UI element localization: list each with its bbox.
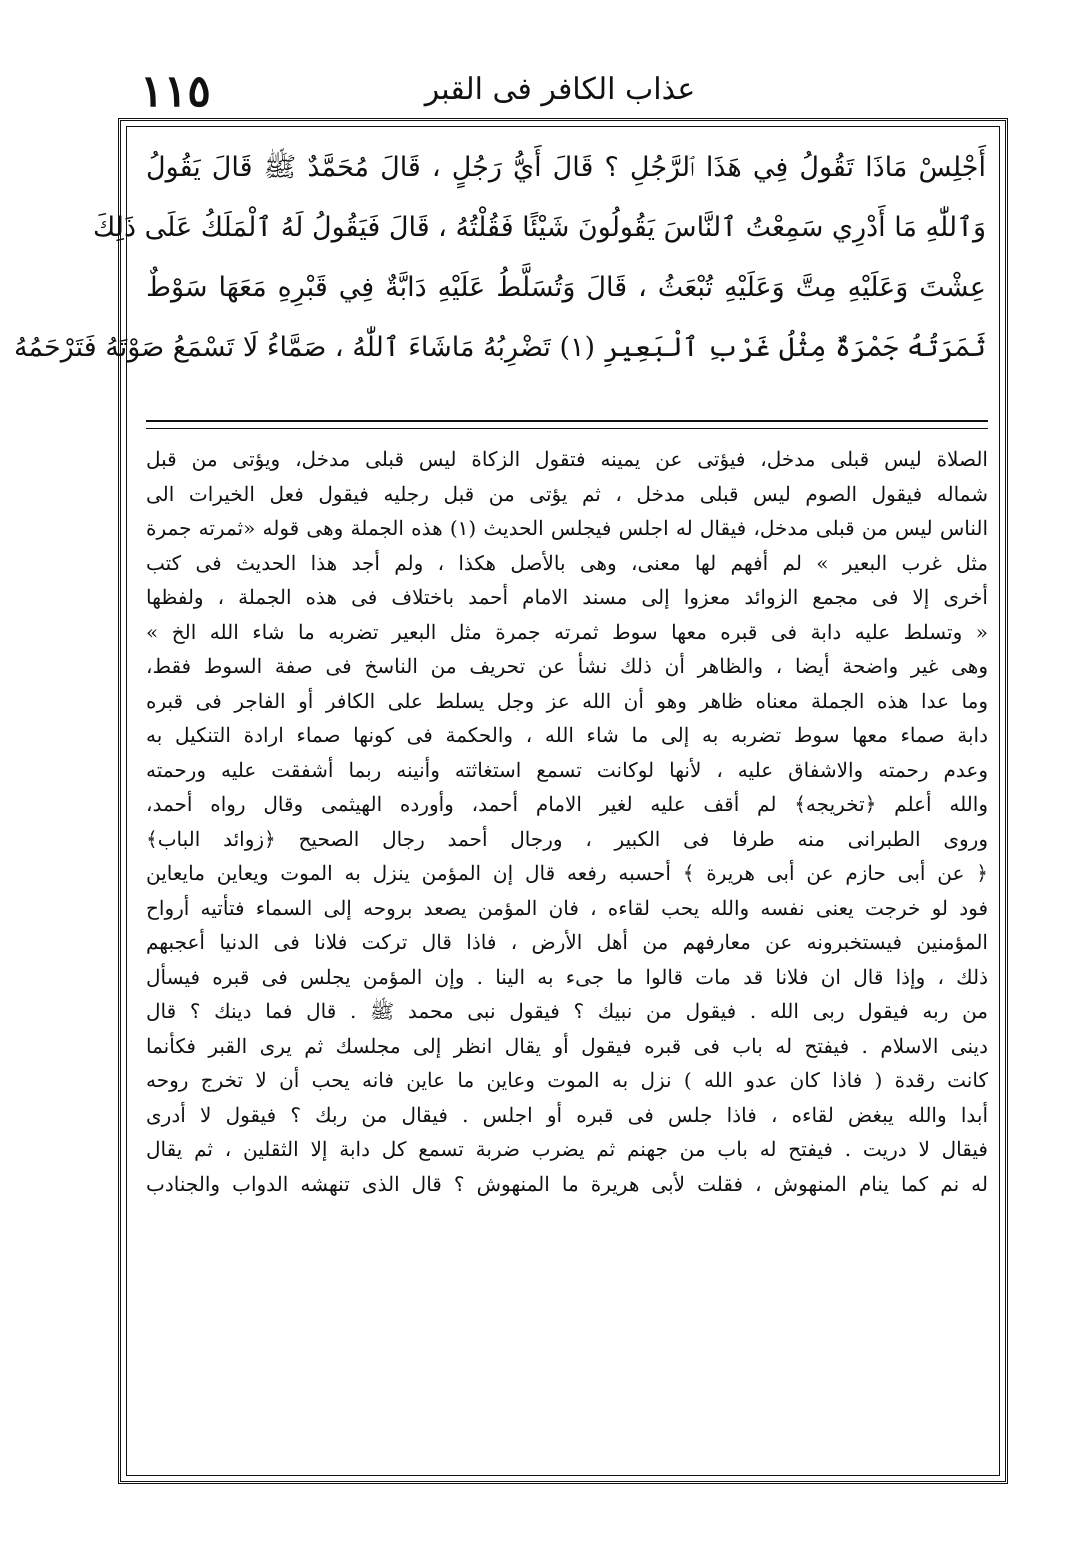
commentary-line: كانت رقدة ( فاذا كان عدو الله ) نزل به الموت وعاين ما عاين فانه يحب أن لا تخرج روحه [146,1068,988,1092]
commentary-line: ﴿ عن أبى حازم عن أبى هريرة ﴾ أحسبه رفعه قال إن المؤمن ينزل به الموت ويعاين مايعاين [146,861,988,885]
hadith-line: وَٱللّٰهِ مَا أَدْرِي سَمِعْتُ ٱلنَّاسَ يَقُولُونَ شَيْئًا فَقُلْتُهُ ، قَالَ فَيَقُولُ لَهُ ٱلْمَلَكُ عَلَى ذَلِكَ [93,212,986,243]
hadith-line: عِشْتَ وَعَلَيْهِ مِتَّ وَعَلَيْهِ تُبْعَثُ ، قَالَ وَتُسَلَّطُ عَلَيْهِ دَابَّةٌ فِي قَبْرِهِ مَعَهَا سَوْطٌ [146,272,986,303]
commentary-line: « وتسلط عليه دابة فى قبره معها سوط ثمرته جمرة مثل البعير تضربه ما شاء الله الخ » [146,619,988,644]
commentary-line: الناس ليس من قبلى مدخل، فيقال له اجلس فيجلس الحديث (١) هذه الجملة وهى قوله «ثمرته جمرة [146,516,989,540]
commentary-line: شماله فيقول الصوم ليس قبلى مدخل ، ثم يؤتى من قبل رجليه فيقول فعل الخيرات الى [146,481,988,506]
commentary-line: أخرى إلا فى مجمع الزوائد معزوا إلى مسند الامام أحمد باختلاف فى هذه الجملة ، ولفظها [146,585,988,609]
commentary-line: دينى الاسلام . فيفتح له باب فى قبره فيقول أو يقال انظر إلى مجلسك ثم يرى القبر فكأنما [146,1033,988,1058]
commentary-line: وما عدا هذه الجملة معناه ظاهر وهو أن الله عز وجل يسلط على الكافر أو الفاجر فى قبره [146,688,988,713]
commentary-line: فيقال لا دريت . فيفتح له باب من جهنم ثم يضرب ضربة تسمع كل دابة إلا الثقلين ، ثم يقال [146,1137,988,1161]
page-number: ١١٥ [140,66,211,117]
hadith-line: أَجْلِسْ مَاذَا تَقُولُ فِي هَذَا ٱلرَّجُلِ ؟ قَالَ أَيُّ رَجُلٍ ، قَالَ مُحَمَّدٌ ﷺ قَالَ يَقُولُ [146,152,986,183]
commentary-line: مثل غرب البعير » لم أفهم لها معنى، وهى بالأصل هكذا ، ولم أجد هذا الحديث فى كتب [146,550,988,575]
commentary-line: وروى الطبرانى منه طرفا فى الكبير ، ورجال أحمد رجال الصحيح ﴿زوائد الباب﴾ [146,826,988,851]
section-separator [146,420,988,422]
commentary-line: من ربه فيقول ربى الله . فيقول من نبيك ؟ فيقول نبى محمد ﷺ . قال فما دينك ؟ قال [146,999,989,1023]
commentary-line: ذلك ، وإذا قال ان فلانا قد مات قالوا ما جىء به الينا . وإن المؤمن يجلس فى قبره فيسأل [146,964,989,989]
commentary-line: أبدا والله يبغض لقاءه ، فاذا جلس فى قبره أو اجلس . فيقال من ربك ؟ فيقول لا أدرى [146,1102,988,1127]
commentary-line: دابة صماء معها سوط تضربه به إلى ما شاء الله ، والحكمة فى كونها صماء ارادة التنكيل به [146,723,988,747]
commentary-line: وعدم رحمته والاشفاق عليه ، لأنها لوكانت تسمع استغاثته وأنينه ربما أشفقت عليه ورحمته [146,757,988,782]
commentary-line: المؤمنين فيستخبرونه عن معارفهم من أهل الأرض ، فاذا قال تركت فلانا فى الدنيا أعجبهم [146,930,988,954]
running-title: عذاب الكافر فى القبر [424,72,696,107]
commentary-line: فود لو خرجت يعنى نفسه والله يحب لقاءه ، فان المؤمن يصعد بروحه إلى السماء فتأتيه أرواح [146,895,988,920]
hadith-block [13,138,986,378]
commentary-line: وهى غير واضحة أيضا ، والظاهر أن ذلك نشأ عن تحريف من الناسخ فى صفة السوط فقط، [146,654,988,678]
hadith-line: ثَمَرَتُهُ جَمْرَةٌ مِثْلُ غَرْبِ ٱلْبَعِيرِ (١) تَضْرِبُهُ مَاشَاءَ ٱللّٰهُ ، صَمَّاءُ لَا تَسْمَعُ صَوْتَهُ فَتَرْحَمُهُ [13,332,986,363]
commentary-line: الصلاة ليس قبلى مدخل، فيؤتى عن يمينه فتقول الزكاة ليس قبلى مدخل، ويؤتى من قبل [146,447,988,471]
commentary-line: والله أعلم ﴿تخريجه﴾ لم أقف عليه لغير الامام أحمد، وأورده الهيثمى وقال رواه أحمد، [146,792,988,816]
section-separator-thin [146,428,988,429]
commentary-line: له نم كما ينام المنهوش ، فقلت لأبى هريرة ما المنهوش ؟ قال الذى تنهشه الدواب والجنادب [146,1171,988,1196]
commentary-block [146,442,988,1201]
